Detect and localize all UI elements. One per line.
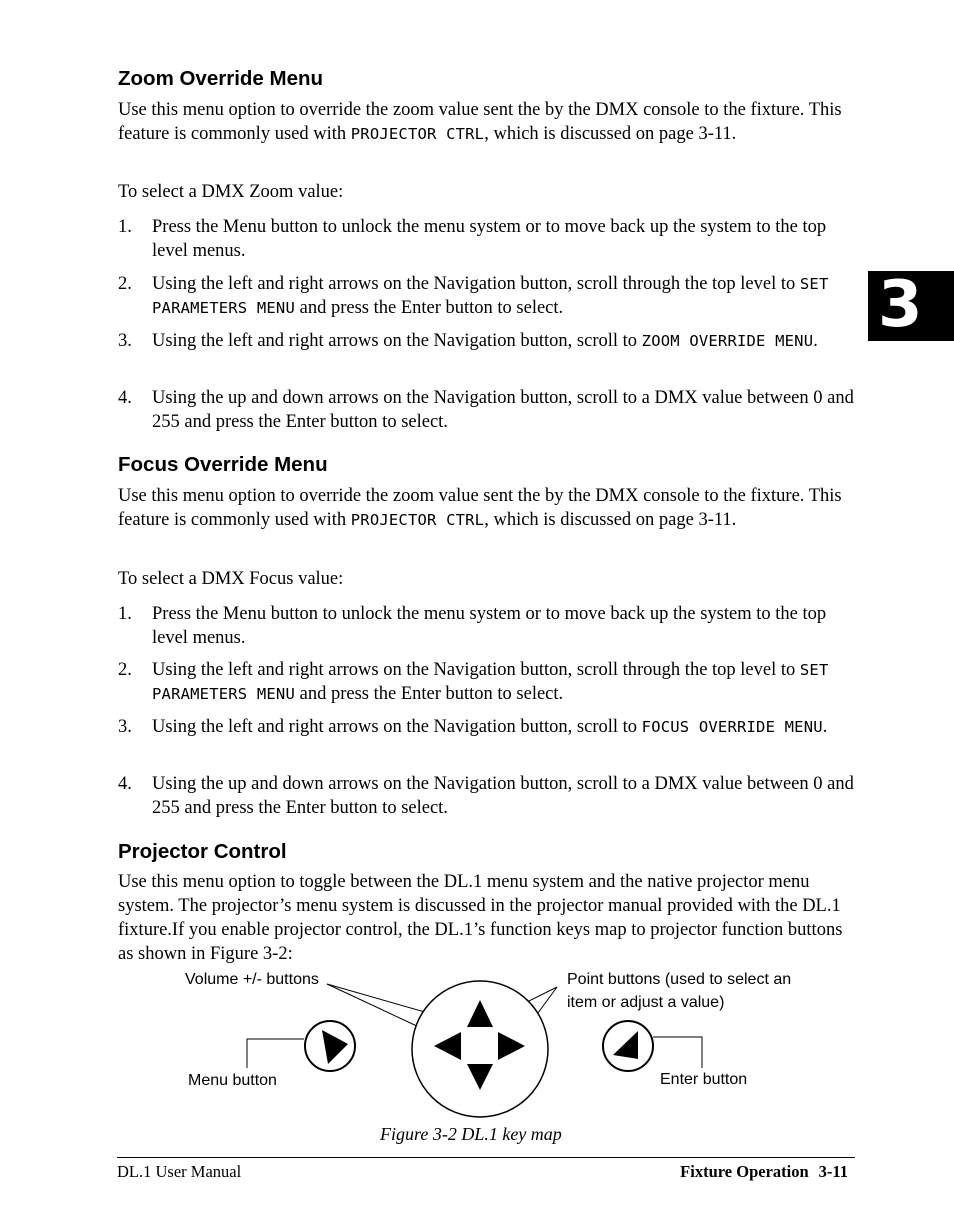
focus-override-heading: Focus Override Menu (118, 453, 328, 476)
step-text (152, 386, 858, 434)
menu-button-icon (305, 1021, 355, 1071)
step-number: 4. (118, 388, 132, 408)
chapter-number: 3 (878, 268, 923, 342)
zoom-intro-text-b: , which is discussed on page 3-11. (484, 124, 737, 144)
chapter-tab (868, 268, 954, 342)
footer-section-page (680, 1160, 848, 1184)
step-text-b: and press the Enter button to select. (294, 684, 564, 704)
page-number: 3-11 (818, 1162, 848, 1181)
step-text (152, 329, 858, 353)
step-code: SET PARAMETERS MENU (152, 275, 829, 317)
step-code: SET PARAMETERS MENU (152, 661, 829, 703)
step-text-a: Using the up and down arrows on the Navigation button, scroll to a DMX value between 0 and 255 and press the Enter button to select. (152, 774, 854, 818)
enter-button-icon (603, 1021, 653, 1071)
step-code: FOCUS OVERRIDE MENU (641, 718, 823, 736)
step-text-a: Using the left and right arrows on the Navigation button, scroll through the top level to (152, 274, 800, 294)
zoom-override-intro (118, 98, 858, 146)
navigation-button-icon (412, 981, 548, 1117)
enter-callout-line (653, 1037, 702, 1068)
focus-select-line: To select a DMX Focus value: (118, 569, 344, 589)
step-number: 1. (118, 217, 132, 237)
step-text-a: Press the Menu button to unlock the menu system or to move back up the system to the top level menus. (152, 217, 827, 261)
footer-rule (117, 1157, 855, 1158)
step-text (152, 602, 858, 650)
step-text-a: Using the left and right arrows on the Navigation button, scroll through the top level to (152, 660, 800, 680)
zoom-select-line: To select a DMX Zoom value: (118, 182, 344, 202)
focus-intro-text-b: , which is discussed on page 3-11. (484, 510, 737, 530)
step-text-b: . (813, 331, 818, 351)
focus-intro-text-a: Use this menu option to override the zoom value sent the by the DMX console to the fixture. This feature is commonly used with (118, 486, 842, 530)
point-buttons-label-line-2: item or adjust a value) (567, 994, 725, 1011)
step-text (152, 772, 858, 820)
projector-control-heading: Projector Control (118, 840, 287, 863)
step-number: 1. (118, 604, 132, 624)
step-text (152, 658, 858, 706)
point-buttons-label-line-1: Point buttons (used to select an (567, 971, 792, 988)
step-text (152, 272, 858, 320)
focus-override-intro (118, 484, 858, 532)
menu-button-label: Menu button (188, 1072, 277, 1089)
step-number: 3. (118, 717, 132, 737)
zoom-intro-code: PROJECTOR CTRL (350, 125, 485, 143)
zoom-override-heading: Zoom Override Menu (118, 67, 324, 90)
volume-buttons-label: Volume +/- buttons (185, 971, 319, 988)
projector-control-body: Use this menu option to toggle between the DL.1 menu system and the native projector menu system. The projector’s menu system is discussed in the projector manual provided with the DL.1 fixture.If you enable projector control, the DL.1’s function keys map to projector function buttons as shown in Figure 3-2: (118, 872, 843, 964)
step-text-a: Using the left and right arrows on the Navigation button, scroll to (152, 331, 642, 351)
step-number: 2. (118, 274, 132, 294)
step-text-a: Press the Menu button to unlock the menu system or to move back up the system to the top level menus. (152, 604, 827, 648)
key-map-diagram (0, 960, 954, 1120)
step-number: 4. (118, 774, 132, 794)
footer-section-name: Fixture Operation (680, 1162, 809, 1181)
step-text-b: and press the Enter button to select. (294, 298, 564, 318)
menu-callout-line (247, 1039, 304, 1068)
step-text (152, 215, 858, 263)
focus-intro-code: PROJECTOR CTRL (350, 511, 485, 529)
figure-caption: Figure 3-2 DL.1 key map (380, 1124, 562, 1144)
step-text (152, 715, 858, 739)
step-number: 3. (118, 331, 132, 351)
footer-manual-title: DL.1 User Manual (117, 1162, 242, 1181)
step-text-a: Using the up and down arrows on the Navigation button, scroll to a DMX value between 0 and 255 and press the Enter button to select. (152, 388, 854, 432)
zoom-intro-text-a: Use this menu option to override the zoom value sent the by the DMX console to the fixture. This feature is commonly used with (118, 100, 842, 144)
step-code: ZOOM OVERRIDE MENU (641, 332, 814, 350)
step-text-a: Using the left and right arrows on the Navigation button, scroll to (152, 717, 642, 737)
enter-button-label: Enter button (660, 1071, 748, 1088)
step-text-b: . (822, 717, 828, 737)
step-number: 2. (118, 660, 132, 680)
